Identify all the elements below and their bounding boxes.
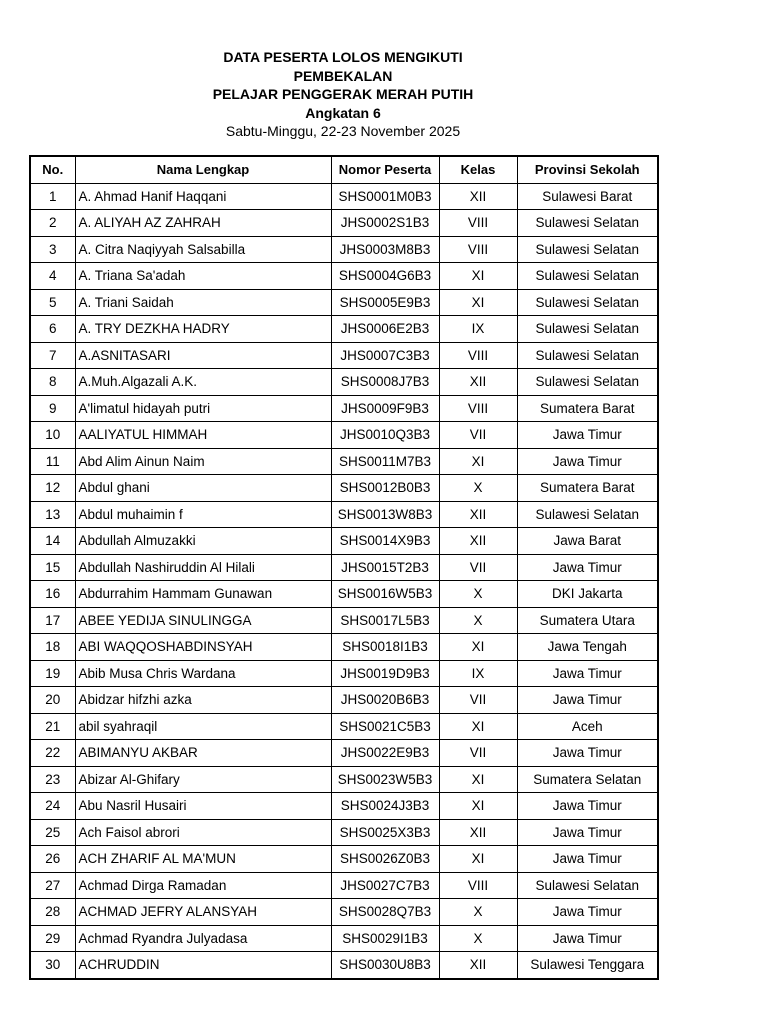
cell-class: XII: [439, 501, 517, 528]
cell-province: DKI Jakarta: [517, 581, 658, 608]
cell-province: Jawa Timur: [517, 740, 658, 767]
cell-no: 24: [30, 793, 75, 820]
cell-province: Sulawesi Selatan: [517, 316, 658, 343]
cell-class: VIII: [439, 210, 517, 237]
cell-participant-number: SHS0023W5B3: [331, 766, 439, 793]
cell-no: 9: [30, 395, 75, 422]
cell-participant-number: SHS0017L5B3: [331, 607, 439, 634]
cell-class: X: [439, 581, 517, 608]
table-row: [30, 740, 658, 767]
cell-name: ACHMAD JEFRY ALANSYAH: [75, 899, 331, 926]
cell-name: A. TRY DEZKHA HADRY: [75, 316, 331, 343]
cell-participant-number: JHS0003M8B3: [331, 236, 439, 263]
table-row: [30, 289, 658, 316]
column-header-province: Provinsi Sekolah: [517, 156, 658, 183]
cell-name: Abdul muhaimin f: [75, 501, 331, 528]
table-row: [30, 634, 658, 661]
cell-province: Sulawesi Selatan: [517, 342, 658, 369]
document-header: [30, 48, 656, 141]
cell-no: 11: [30, 448, 75, 475]
table-row: [30, 952, 658, 979]
cell-name: abil syahraqil: [75, 713, 331, 740]
cell-province: Sumatera Barat: [517, 475, 658, 502]
column-header-name: Nama Lengkap: [75, 156, 331, 183]
cell-name: Achmad Ryandra Julyadasa: [75, 925, 331, 952]
table-row: [30, 395, 658, 422]
cell-participant-number: SHS0013W8B3: [331, 501, 439, 528]
cell-participant-number: SHS0021C5B3: [331, 713, 439, 740]
column-header-class: Kelas: [439, 156, 517, 183]
cell-name: Abidzar hifzhi azka: [75, 687, 331, 714]
cell-participant-number: SHS0004G6B3: [331, 263, 439, 290]
cell-class: X: [439, 475, 517, 502]
table-row: [30, 581, 658, 608]
cell-no: 28: [30, 899, 75, 926]
cell-province: Jawa Barat: [517, 528, 658, 555]
cell-province: Sumatera Barat: [517, 395, 658, 422]
cell-participant-number: JHS0020B6B3: [331, 687, 439, 714]
cell-class: X: [439, 607, 517, 634]
cell-no: 12: [30, 475, 75, 502]
cell-province: Jawa Timur: [517, 687, 658, 714]
cell-participant-number: SHS0005E9B3: [331, 289, 439, 316]
cell-no: 13: [30, 501, 75, 528]
cell-no: 1: [30, 183, 75, 210]
table-row: [30, 183, 658, 210]
cell-participant-number: JHS0009F9B3: [331, 395, 439, 422]
table-row: [30, 236, 658, 263]
column-header-no: No.: [30, 156, 75, 183]
cell-no: 21: [30, 713, 75, 740]
batch-label: Angkatan 6: [305, 104, 381, 121]
cell-name: Abu Nasril Husairi: [75, 793, 331, 820]
cell-class: VII: [439, 554, 517, 581]
table-row: [30, 607, 658, 634]
cell-class: XI: [439, 289, 517, 316]
cell-no: 23: [30, 766, 75, 793]
event-date: Sabtu-Minggu, 22-23 November 2025: [225, 123, 461, 139]
cell-name: Achmad Dirga Ramadan: [75, 872, 331, 899]
cell-province: Jawa Timur: [517, 660, 658, 687]
cell-no: 5: [30, 289, 75, 316]
cell-province: Jawa Timur: [517, 925, 658, 952]
cell-name: A. Ahmad Hanif Haqqani: [75, 183, 331, 210]
cell-province: Jawa Timur: [517, 899, 658, 926]
table-row: [30, 687, 658, 714]
cell-class: VII: [439, 687, 517, 714]
table-row: [30, 793, 658, 820]
table-row: [30, 316, 658, 343]
cell-participant-number: SHS0014X9B3: [331, 528, 439, 555]
cell-name: A.ASNITASARI: [75, 342, 331, 369]
cell-name: AALIYATUL HIMMAH: [75, 422, 331, 449]
cell-province: Sulawesi Barat: [517, 183, 658, 210]
cell-participant-number: SHS0024J3B3: [331, 793, 439, 820]
table-row: [30, 872, 658, 899]
table-row: [30, 925, 658, 952]
cell-class: VIII: [439, 236, 517, 263]
cell-name: Abdurrahim Hammam Gunawan: [75, 581, 331, 608]
title-line-2: PEMBEKALAN: [293, 67, 393, 84]
cell-participant-number: SHS0026Z0B3: [331, 846, 439, 873]
cell-class: VIII: [439, 872, 517, 899]
cell-class: XI: [439, 448, 517, 475]
cell-participant-number: SHS0016W5B3: [331, 581, 439, 608]
cell-province: Jawa Timur: [517, 846, 658, 873]
cell-class: VIII: [439, 342, 517, 369]
cell-participant-number: SHS0001M0B3: [331, 183, 439, 210]
cell-class: VII: [439, 422, 517, 449]
cell-no: 17: [30, 607, 75, 634]
table-row: [30, 448, 658, 475]
cell-name: ACHRUDDIN: [75, 952, 331, 979]
cell-participant-number: SHS0008J7B3: [331, 369, 439, 396]
table-row: [30, 369, 658, 396]
cell-no: 27: [30, 872, 75, 899]
cell-no: 25: [30, 819, 75, 846]
cell-province: Sulawesi Selatan: [517, 289, 658, 316]
cell-name: Abdul ghani: [75, 475, 331, 502]
cell-class: XII: [439, 819, 517, 846]
cell-name: A. Citra Naqiyyah Salsabilla: [75, 236, 331, 263]
cell-class: X: [439, 899, 517, 926]
cell-province: Jawa Timur: [517, 554, 658, 581]
cell-no: 6: [30, 316, 75, 343]
cell-name: A. Triana Sa'adah: [75, 263, 331, 290]
cell-participant-number: SHS0025X3B3: [331, 819, 439, 846]
cell-province: Jawa Tengah: [517, 634, 658, 661]
cell-province: Sulawesi Selatan: [517, 263, 658, 290]
cell-no: 16: [30, 581, 75, 608]
cell-province: Sulawesi Selatan: [517, 236, 658, 263]
cell-no: 15: [30, 554, 75, 581]
cell-participant-number: JHS0019D9B3: [331, 660, 439, 687]
cell-participant-number: SHS0012B0B3: [331, 475, 439, 502]
cell-no: 19: [30, 660, 75, 687]
table-row: [30, 713, 658, 740]
table-row: [30, 210, 658, 237]
cell-no: 10: [30, 422, 75, 449]
cell-no: 20: [30, 687, 75, 714]
cell-province: Sulawesi Selatan: [517, 501, 658, 528]
table-row: [30, 501, 658, 528]
cell-participant-number: JHS0015T2B3: [331, 554, 439, 581]
cell-province: Jawa Timur: [517, 793, 658, 820]
cell-no: 29: [30, 925, 75, 952]
cell-class: XI: [439, 263, 517, 290]
table-row: [30, 342, 658, 369]
cell-name: A'limatul hidayah putri: [75, 395, 331, 422]
table-header-row: [30, 156, 658, 183]
table-row: [30, 660, 658, 687]
cell-class: IX: [439, 316, 517, 343]
title-line-1: DATA PESERTA LOLOS MENGIKUTI: [223, 49, 463, 65]
cell-province: Sulawesi Selatan: [517, 872, 658, 899]
cell-no: 8: [30, 369, 75, 396]
cell-participant-number: SHS0028Q7B3: [331, 899, 439, 926]
cell-name: Ach Faisol abrori: [75, 819, 331, 846]
cell-name: ACH ZHARIF AL MA'MUN: [75, 846, 331, 873]
cell-participant-number: JHS0022E9B3: [331, 740, 439, 767]
table-row: [30, 899, 658, 926]
cell-name: Abizar Al-Ghifary: [75, 766, 331, 793]
cell-name: A. ALIYAH AZ ZAHRAH: [75, 210, 331, 237]
cell-province: Sulawesi Selatan: [517, 210, 658, 237]
cell-class: XII: [439, 528, 517, 555]
cell-name: Abdullah Nashiruddin Al Hilali: [75, 554, 331, 581]
cell-class: XI: [439, 713, 517, 740]
cell-no: 26: [30, 846, 75, 873]
cell-class: VIII: [439, 395, 517, 422]
table-row: [30, 263, 658, 290]
cell-no: 7: [30, 342, 75, 369]
cell-class: XII: [439, 183, 517, 210]
cell-name: Abdullah Almuzakki: [75, 528, 331, 555]
cell-no: 30: [30, 952, 75, 979]
cell-class: VII: [439, 740, 517, 767]
cell-participant-number: JHS0027C7B3: [331, 872, 439, 899]
cell-no: 2: [30, 210, 75, 237]
cell-no: 14: [30, 528, 75, 555]
table-row: [30, 528, 658, 555]
cell-class: XI: [439, 634, 517, 661]
cell-class: XI: [439, 793, 517, 820]
cell-name: ABI WAQQOSHABDINSYAH: [75, 634, 331, 661]
cell-province: Sumatera Selatan: [517, 766, 658, 793]
cell-name: ABIMANYU AKBAR: [75, 740, 331, 767]
table-row: [30, 846, 658, 873]
table-row: [30, 475, 658, 502]
table-body: [30, 183, 658, 979]
cell-participant-number: JHS0010Q3B3: [331, 422, 439, 449]
participant-table: [29, 155, 659, 980]
cell-name: A. Triani Saidah: [75, 289, 331, 316]
table-row: [30, 766, 658, 793]
cell-participant-number: SHS0030U8B3: [331, 952, 439, 979]
cell-name: Abd Alim Ainun Naim: [75, 448, 331, 475]
cell-province: Jawa Timur: [517, 422, 658, 449]
title-line-3: PELAJAR PENGGERAK MERAH PUTIH: [212, 86, 474, 102]
table-row: [30, 819, 658, 846]
cell-participant-number: SHS0029I1B3: [331, 925, 439, 952]
cell-participant-number: JHS0007C3B3: [331, 342, 439, 369]
cell-class: X: [439, 925, 517, 952]
cell-province: Sulawesi Selatan: [517, 369, 658, 396]
cell-province: Jawa Timur: [517, 819, 658, 846]
cell-province: Aceh: [517, 713, 658, 740]
cell-participant-number: SHS0018I1B3: [331, 634, 439, 661]
cell-name: ABEE YEDIJA SINULINGGA: [75, 607, 331, 634]
cell-no: 22: [30, 740, 75, 767]
cell-no: 4: [30, 263, 75, 290]
cell-participant-number: JHS0002S1B3: [331, 210, 439, 237]
cell-class: XI: [439, 766, 517, 793]
cell-class: XII: [439, 952, 517, 979]
cell-participant-number: SHS0011M7B3: [331, 448, 439, 475]
cell-class: IX: [439, 660, 517, 687]
cell-name: A.Muh.Algazali A.K.: [75, 369, 331, 396]
cell-class: XI: [439, 846, 517, 873]
table-row: [30, 422, 658, 449]
cell-province: Sumatera Utara: [517, 607, 658, 634]
cell-no: 3: [30, 236, 75, 263]
cell-no: 18: [30, 634, 75, 661]
column-header-participant-number: Nomor Peserta: [331, 156, 439, 183]
cell-province: Sulawesi Tenggara: [517, 952, 658, 979]
cell-class: XII: [439, 369, 517, 396]
cell-participant-number: JHS0006E2B3: [331, 316, 439, 343]
cell-province: Jawa Timur: [517, 448, 658, 475]
table-row: [30, 554, 658, 581]
cell-name: Abib Musa Chris Wardana: [75, 660, 331, 687]
